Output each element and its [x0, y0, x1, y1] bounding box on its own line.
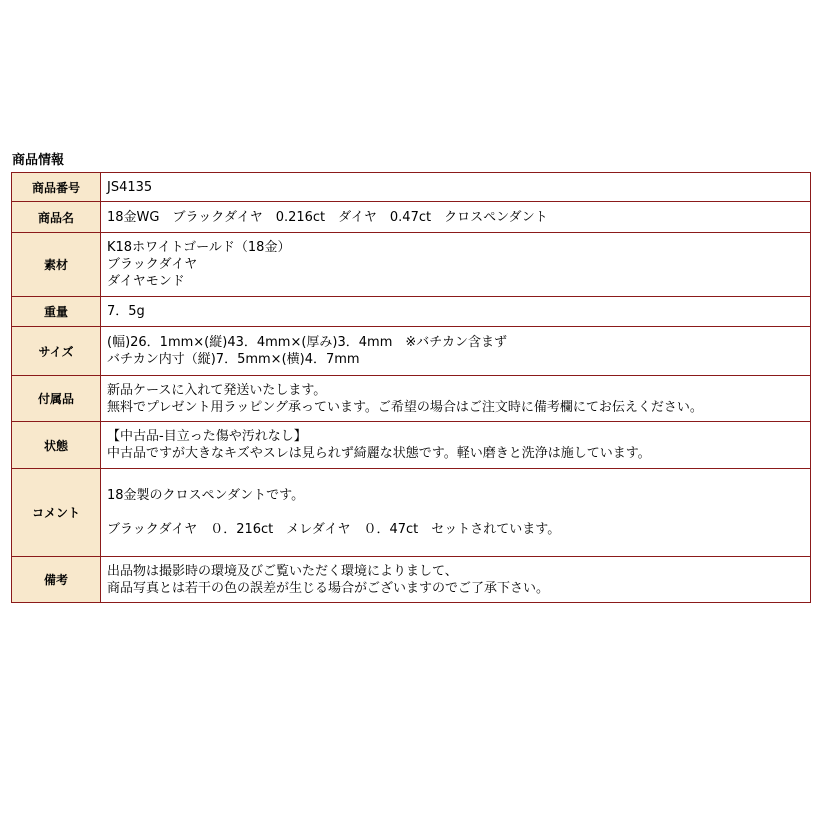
value-line: 商品写真とは若干の色の誤差が生じる場合がございますのでご了承下さい。 [107, 580, 550, 596]
row-value [101, 557, 811, 603]
value-line: ダイヤモンド [107, 274, 185, 289]
row-value [101, 327, 811, 376]
value-line: バチカン内寸（縦)7．5mm×(横)4．7mm [107, 352, 360, 367]
blank-line [107, 504, 804, 521]
section-title: 商品情報 [12, 153, 65, 168]
row-value [101, 469, 811, 557]
value-line: ブラックダイヤ [107, 257, 198, 272]
row-label: 状態 [12, 422, 101, 469]
row-label: サイズ [12, 327, 101, 376]
table-row [12, 233, 811, 297]
table-row [12, 376, 811, 422]
value-line: 新品ケースに入れて発送いたします。 [107, 382, 327, 398]
row-label: 重量 [12, 297, 101, 327]
value-line: 【中古品-目立った傷や汚れなし】 [107, 429, 307, 444]
product-info-table [11, 172, 811, 603]
row-value [101, 376, 811, 422]
table-row [12, 173, 811, 202]
table-row [12, 422, 811, 469]
value-line: 18金製のクロスペンダントです。 [107, 488, 305, 503]
row-label: 商品名 [12, 202, 101, 233]
row-label: 備考 [12, 557, 101, 603]
table-row [12, 202, 811, 233]
value-line: (幅)26．1mm×(縦)43．4mm×(厚み)3．4mm ※バチカン含まず [107, 335, 507, 350]
row-value [101, 297, 811, 327]
row-value [101, 202, 811, 233]
value-line: 18金WG ブラックダイヤ 0.216ct ダイヤ 0.47ct クロスペンダント [107, 209, 548, 225]
row-label: 素材 [12, 233, 101, 297]
value-line: 無料でプレゼント用ラッピング承っています。ご希望の場合はご注文時に備考欄にてお伝えください。 [107, 399, 703, 415]
value-line: K18ホワイトゴールド（18金） [107, 240, 291, 255]
value-line: JS4135 [107, 179, 153, 195]
table-row [12, 327, 811, 376]
table-row [12, 557, 811, 603]
value-line: ブラックダイヤ ０．216ct メレダイヤ ０．47ct セットされています。 [107, 522, 561, 537]
row-value [101, 173, 811, 202]
value-line: 中古品ですが大きなキズやスレは見られず綺麗な状態です。軽い磨きと洗浄は施しています。 [107, 446, 651, 461]
table-row [12, 469, 811, 557]
row-label: 付属品 [12, 376, 101, 422]
value-line: 7．5g [107, 304, 145, 319]
row-label: 商品番号 [12, 173, 101, 202]
table-row [12, 297, 811, 327]
row-label: コメント [12, 469, 101, 557]
value-line: 出品物は撮影時の環境及びご覧いただく環境によりまして、 [107, 563, 458, 579]
row-value [101, 422, 811, 469]
row-value [101, 233, 811, 297]
